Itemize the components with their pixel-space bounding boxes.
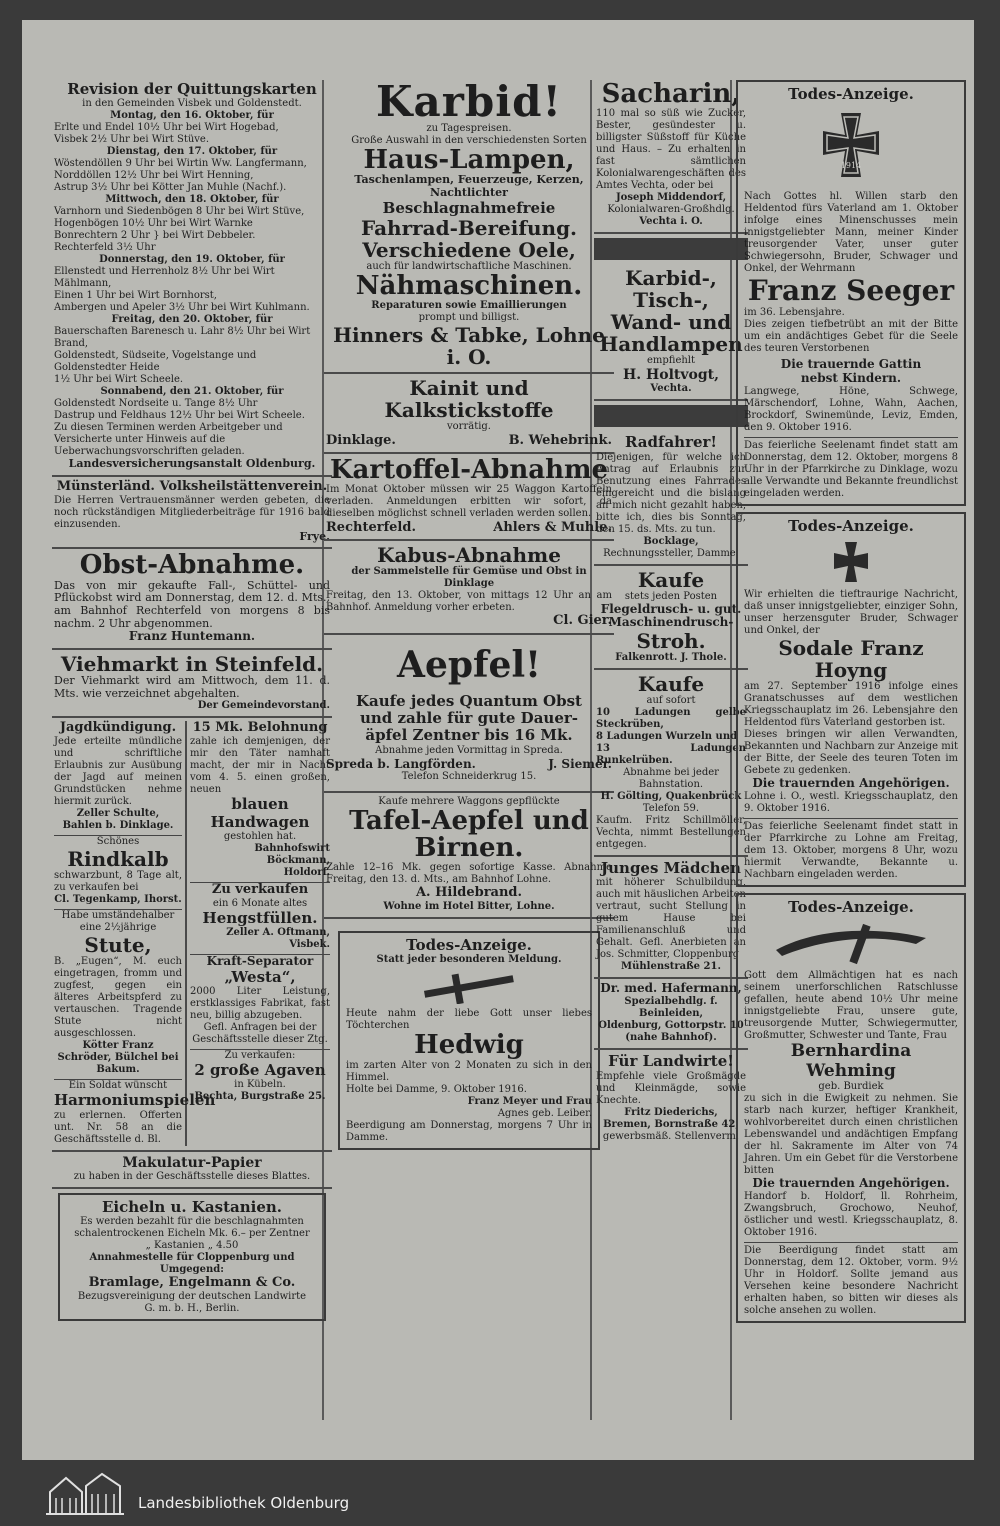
ad-title: Tafel-Aepfel und Birnen. bbox=[349, 805, 589, 863]
ad-line: Flegeldrusch- u. gut. bbox=[600, 601, 742, 616]
ad-pre: Schönes bbox=[54, 835, 182, 848]
ad-text: Freitag, den 13. Oktober, von mittags 12 Uhr an am Bahnhof. Anmeldung vorher erbeten. bbox=[326, 590, 612, 614]
ad-place: Langwege, Höne, Schwege, Märschendorf, Lohne, Wahn, Aachen, Brockdorf, Swinemünde, Leviz, Emden, den 9. Oktober 1916. bbox=[744, 386, 958, 434]
ad-belohnung bbox=[187, 721, 330, 1145]
ad-lampen bbox=[594, 264, 748, 401]
ad-address: Bremen, Bornstraße 42, bbox=[603, 1118, 739, 1130]
ad-subtitle: in den Gemeinden Visbek und Goldenstedt. bbox=[82, 98, 302, 110]
ad-signature: Zeller Schulte, bbox=[76, 808, 160, 820]
ad-sub: auch für landwirtschaftliche Maschinen. bbox=[366, 260, 572, 272]
ad-place: Rechterfeld. bbox=[326, 520, 416, 536]
ad-viehmarkt bbox=[52, 650, 332, 718]
ad-title: Viehmarkt in Steinfeld. bbox=[60, 652, 324, 677]
ad-text: mit höherer Schulbildung, auch mit häuslichen Arbeiten vertraut, sucht Stellung in gutem Hause bei Familienanschluß und Gehalt. Gefl. Anerbieten an Jos. Schmitter, Cloppenburg bbox=[596, 877, 746, 961]
ad-title: Kainit und Kalkstickstoffe bbox=[384, 376, 554, 423]
ad-kainit bbox=[324, 374, 614, 454]
ad-footer bbox=[326, 757, 612, 771]
ad-name: Hedwig bbox=[414, 1030, 524, 1061]
ad-signature: Visbek. bbox=[289, 939, 330, 951]
ad-row bbox=[52, 718, 332, 1151]
ad-text: im zarten Alter von 2 Monaten zu sich in den Himmel. bbox=[346, 1059, 592, 1083]
ad-big: Fahrrad-Bereifung. bbox=[360, 215, 578, 240]
ad-line: Abnahme bei jeder Bahnstation. bbox=[623, 767, 719, 791]
ad-title: Kaufe bbox=[637, 672, 705, 697]
ad-title: Kartoffel-Abnahme bbox=[329, 455, 609, 486]
ad-line: Annahmestelle für Cloppenburg und Umgegend: bbox=[89, 1251, 295, 1275]
ad-title: Karbid! bbox=[376, 78, 562, 126]
ad-title: Revision der Quittungskarten bbox=[67, 80, 317, 98]
ad-maedchen bbox=[594, 857, 748, 979]
ad-line: äpfel Zentner bis 16 Mk. bbox=[365, 726, 573, 745]
ad-text: Dieses bringen wir allen Verwandten, Bekannten und Nachbarn zur Anzeige mit der Bitte, der Seele des teuren Toten im Gebete zu gedenken. bbox=[744, 729, 958, 777]
ad-big: Verschiedene Oele, bbox=[362, 237, 576, 262]
schedule-line: Norddöllen 12½ Uhr bei Wirt Henning, bbox=[54, 170, 254, 182]
ad-signature: Franz Meyer und Frau bbox=[467, 1095, 592, 1107]
ad-line: Reparaturen sowie Emaillierungen bbox=[371, 300, 567, 312]
ad-signature: Agnes geb. Leiber. bbox=[497, 1107, 592, 1119]
ad-text: 2000 Liter Leistung, erstklassiges Fabrikat, fast neu, billig abzugeben. bbox=[190, 986, 330, 1022]
ad-phone: Telefon 59. bbox=[642, 803, 700, 815]
iron-cross-icon bbox=[813, 107, 889, 187]
column-1 bbox=[52, 78, 332, 1325]
schedule-line: Rechterfeld 3½ Uhr bbox=[54, 242, 156, 254]
black-bar bbox=[594, 405, 748, 427]
ad-address: Mühlenstraße 21. bbox=[621, 961, 721, 973]
ad-kabus bbox=[324, 541, 614, 635]
ad-revision bbox=[52, 78, 332, 477]
obituary-hoyng bbox=[736, 512, 966, 887]
ad-line: „ Kastanien „ 4.50 bbox=[145, 1239, 239, 1251]
ad-landwirte bbox=[594, 1050, 748, 1146]
ad-jagd bbox=[54, 720, 216, 1145]
ad-sub: vorrätig. bbox=[447, 421, 491, 433]
ad-text: Diejenigen, für welche ich Antrag auf Erlaubnis zur Benutzung eines Fahrrades eingereicht und die bislang an mich nicht gezahlt haben, bitte ich, dies bis Sonntag, den 15. ds. Mts. zu tun. bbox=[596, 451, 746, 535]
ad-kaufe-stroh bbox=[594, 566, 748, 671]
schedule-line: Visbek 2½ Uhr bei Wirt Stüve. bbox=[54, 134, 210, 146]
ad-line: Maschinendrusch- bbox=[608, 615, 734, 630]
ad-age: im 36. Lebensjahre. bbox=[744, 307, 845, 319]
ad-signature: Die trauernden Angehörigen. bbox=[752, 776, 950, 791]
ad-title: 2 große Agaven bbox=[194, 1061, 326, 1080]
schedule-line: Varnhorn und Siedenbögen 8 Uhr bei Wirt Stüve, bbox=[54, 206, 305, 218]
ad-text: zu erlernen. Offerten unt. Nr. 58 an die Geschäftsstelle d. Bl. bbox=[54, 1109, 182, 1145]
schedule-line: Sonnabend, den 21. Oktober, für bbox=[100, 386, 284, 398]
ad-signature: H. Gölting, Quakenbrück bbox=[600, 791, 742, 803]
ad-line: 10 Ladungen gelbe Steckrüben, bbox=[596, 707, 746, 731]
ad-big: Hengstfüllen. bbox=[202, 908, 318, 927]
ad-signature: Bocklage, bbox=[643, 535, 699, 547]
ad-line: Kaufe jedes Quantum Obst bbox=[355, 691, 582, 710]
ad-line: Taschenlampen, Feuerzeuge, Kerzen, Nachtlichter bbox=[354, 173, 584, 199]
ad-text: Empfehle viele Großmägde und Kleinmägde, sowie Knechte. bbox=[596, 1070, 746, 1106]
ad-text: schwarzbunt, 8 Tage alt, zu verkaufen bei bbox=[54, 870, 182, 894]
ad-pre: Zu verkaufen: bbox=[190, 1049, 330, 1062]
ad-place: Lohne i. O., westl. Kriegsschauplatz, den 9. Oktober 1916. bbox=[744, 791, 958, 815]
ad-burial: Das feierliche Seelenamt findet statt in der Pfarrkirche zu Lohne am Freitag, dem 13. Oktober, morgens 8 Uhr, wozu hiermit Verwandte, Bekannte u. Nachbarn eingeladen werden. bbox=[744, 818, 958, 881]
schedule-line: Dastrup und Feldhaus 12½ Uhr bei Wirt Scheele. bbox=[54, 410, 305, 422]
ad-big: Bramlage, Engelmann & Co. bbox=[88, 1274, 296, 1290]
ad-signature: Kötter Franz Schröder, Bülchel bei Bakum. bbox=[57, 1040, 179, 1076]
ad-eicheln bbox=[58, 1193, 326, 1321]
ad-place: Spreda b. Langförden. bbox=[326, 756, 476, 771]
ad-signature: Falkenrott. J. Thole. bbox=[615, 652, 727, 664]
cross-palm-icon bbox=[766, 920, 936, 966]
ad-text: der Sammelstelle für Gemüse und Obst in Dinklage bbox=[351, 566, 587, 590]
schedule-line: Astrup 3½ Uhr bei Kötter Jan Muhle (Nachf.). bbox=[54, 182, 287, 194]
ad-title: Sacharin, bbox=[601, 79, 741, 109]
ad-kartoffel bbox=[324, 454, 614, 541]
ad-footer bbox=[326, 433, 612, 448]
ad-text: Dies zeigen tiefbetrübt an mit der Bitte um ein andächtiges Gebet für die Seele des teuren Verstorbenen bbox=[744, 319, 958, 355]
ad-firm: Hinners & Tabke, Lohne i. O. bbox=[333, 323, 605, 370]
ad-firm: Ahlers & Muhle. bbox=[493, 520, 612, 536]
ad-title: Todes-Anzeige. bbox=[788, 898, 914, 917]
ad-text: zu sich in die Ewigkeit zu nehmen. Sie starb nach kurzer, heftiger Krankheit, wohlvorbereitet durch einen christlichen Lebenswandel und andächtigen Empfang der hl. Sakramente im Alter von 74 Jahren. Um ein Gebet für die Verstorbene bitten bbox=[744, 1093, 958, 1177]
schedule-line: Hogenbögen 10½ Uhr bei Wirt Warnke bbox=[54, 218, 253, 230]
iron-cross-icon bbox=[829, 539, 873, 585]
ad-title: Kaufe bbox=[637, 567, 705, 592]
ad-line: Stroh. bbox=[636, 629, 706, 654]
ad-verein bbox=[52, 477, 332, 550]
ad-title: Todes-Anzeige. bbox=[788, 85, 914, 103]
ad-line: Es werden bezahlt für die beschlagnahmten bbox=[80, 1215, 304, 1227]
ad-signature: nebst Kindern. bbox=[800, 371, 902, 386]
ad-text: zahle ich demjenigen, der mir den Täter namhaft macht, der mir in Nacht vom 4. 5. einen großen, neuen bbox=[190, 736, 330, 796]
ad-text: B. „Eugen“, M. euch eingetragen, fromm und zugfest, gegen ein älteres Arbeitspferd zu vertauschen. Tragende Stute nicht ausgeschlossen. bbox=[54, 956, 182, 1040]
ad-makulatur bbox=[52, 1152, 332, 1189]
ad-line: Große Auswahl in den verschiedensten Sorten bbox=[351, 135, 587, 146]
schedule-line: Donnerstag, den 19. Oktober, für bbox=[99, 254, 285, 266]
ad-karbid bbox=[324, 78, 614, 374]
ad-place: Handorf b. Holdorf, ll. Rohrheim, Zwangsbruch, Grochowo, Neuhof, östlicher und westl. Kriegsschauplatz, 8. Oktober 1916. bbox=[744, 1191, 958, 1239]
schedule-line: Mittwoch, den 18. Oktober, für bbox=[105, 194, 279, 206]
ad-line: Bezugsvereinigung der deutschen Landwirte bbox=[77, 1290, 307, 1302]
ad-line: schalentrockenen Eicheln Mk. 6.– per Zentner bbox=[74, 1227, 310, 1239]
ad-signature: Bahnhofswirt Böckmann, bbox=[254, 842, 330, 866]
ad-signature: Landesversicherungsanstalt Oldenburg. bbox=[68, 457, 316, 471]
schedule-line: 1½ Uhr bei Wirt Scheele. bbox=[54, 374, 184, 386]
ad-line: und zahle für gute Dauer- bbox=[359, 709, 578, 727]
ad-big: blauen Handwagen bbox=[210, 795, 310, 831]
ad-place: Dinklage. bbox=[326, 433, 396, 449]
ad-signature: Franz Huntemann. bbox=[128, 629, 256, 644]
ad-todes-hedwig bbox=[338, 931, 600, 1150]
ad-signature: Cl. Tegenkamp, Ihorst. bbox=[54, 894, 182, 906]
ad-text: 110 mal so süß wie Zucker, Bester, gesündester u. billigster Süßstoff für Küche und Haus. – Zu erhalten in fast sämtlichen Kolonialwarengeschäften des Amtes Vechta, oder bei bbox=[596, 108, 746, 192]
ad-text: Das von mir gekaufte Fall-, Schüttel- und Pflückobst wird am Donnerstag, dem 12. d. Mts., am Bahnhof Rechterfeld von morgens 8 bis nachm. 2 Uhr abgenommen. bbox=[54, 578, 330, 630]
newspaper-page bbox=[22, 20, 974, 1460]
ad-title: Kabus-Abnahme bbox=[377, 543, 561, 568]
schedule-line: Wöstendöllen 9 Uhr bei Wirtin Ww. Langfermann, bbox=[54, 158, 307, 170]
ad-sub: zu Tagespreisen. bbox=[426, 123, 512, 134]
ad-footer bbox=[326, 520, 612, 535]
ad-born: geb. Burdiek bbox=[818, 1081, 884, 1093]
ad-name: Franz Seeger bbox=[747, 274, 955, 308]
column-4 bbox=[734, 78, 966, 1329]
ad-address: Wohne im Hotel Bitter, Lohne. bbox=[383, 901, 555, 913]
ad-signature: A. Hildebrand. bbox=[415, 885, 523, 901]
obituary-seeger bbox=[736, 80, 966, 506]
ad-firm: Joseph Middendorf, bbox=[615, 192, 727, 204]
library-logo-icon bbox=[44, 1472, 126, 1516]
ad-line: (nahe Bahnhof). bbox=[625, 1032, 717, 1044]
ad-title: Aepfel! bbox=[397, 644, 541, 687]
ad-text: Nach Gottes hl. Willen starb den Heldentod fürs Vaterland am 1. Oktober infolge eines Minenschusses mein innigstgeliebter Mann, meiner Kinder treusorgender Vater, unser guter Schwiegersohn, Bruder, Schwager und Onkel, der Wehrmann bbox=[744, 191, 958, 275]
ad-line: 13 Ladungen Runkelrüben. bbox=[596, 743, 746, 767]
ad-title: Radfahrer! bbox=[624, 433, 718, 452]
ad-title: Stute, bbox=[84, 933, 152, 958]
ad-obst bbox=[52, 549, 332, 650]
ad-tafel bbox=[324, 793, 614, 920]
ad-phone: Telefon Schneiderkrug 15. bbox=[401, 770, 537, 782]
schedule-line: Montag, den 16. Oktober, für bbox=[110, 110, 274, 122]
ad-text: Die Herren Vertrauensmänner werden gebeten, die noch rückständigen Mitgliederbeiträge für 1916 bald einzusenden. bbox=[54, 494, 330, 530]
schedule-line: Einen 1 Uhr bei Wirt Bornhorst, bbox=[54, 290, 217, 302]
ad-line: Handlampen bbox=[599, 332, 743, 357]
ad-line: Abnahme jeden Vormittag in Spreda. bbox=[375, 744, 563, 756]
ad-name: „Westa“, bbox=[224, 967, 296, 986]
ad-signature: Frye. bbox=[299, 529, 330, 543]
ad-text: Heute nahm der liebe Gott unser liebes Töchterchen bbox=[346, 1008, 592, 1032]
ad-title: Junges Mädchen bbox=[601, 859, 741, 878]
ad-big: Nähmaschinen. bbox=[355, 270, 583, 301]
ad-sacharin bbox=[594, 78, 748, 234]
ad-name: Sodale Franz Hoyng bbox=[778, 636, 924, 683]
ad-title: Münsterländ. Volksheilstättenverein. bbox=[56, 478, 328, 494]
ad-pre: Ein Soldat wünscht bbox=[54, 1079, 182, 1092]
ad-line: prompt und billigst. bbox=[418, 312, 520, 324]
ad-line: 8 Ladungen Wurzeln und bbox=[596, 731, 738, 743]
ad-text: gestohlen hat. bbox=[223, 830, 297, 842]
ad-title: Makulatur-Papier bbox=[122, 1154, 262, 1171]
ad-firm: B. Wehebrink. bbox=[508, 433, 612, 449]
ad-pre: Kaufe mehrere Waggons gepflückte bbox=[378, 795, 560, 807]
schedule-line: Bonrechtern 2 Uhr } bei Wirt Debbeler. bbox=[54, 230, 256, 242]
ad-text: am 27. September 1916 infolge eines Granatschusses auf dem westlichen Kriegsschauplatz im 26. Lebensjahre den Heldentod fürs Vaterland gestorben ist. bbox=[744, 681, 958, 729]
obituary-wehming bbox=[736, 893, 966, 1323]
ad-signature: Cl. Gier. bbox=[553, 613, 612, 629]
ad-line: G. m. b. H., Berlin. bbox=[144, 1302, 240, 1314]
ad-line: Beschlagnahmefreie bbox=[382, 198, 556, 217]
cross-icon bbox=[414, 970, 524, 1004]
ad-line: Spezialbehdlg. f. Beinleiden, bbox=[624, 996, 718, 1020]
ad-firm: Kolonialwaren-Großhdlg. bbox=[607, 204, 735, 216]
ad-sub: stets jeden Posten bbox=[624, 590, 718, 602]
ad-signature: Zeller A. Oftmann, bbox=[226, 927, 330, 939]
ad-title: Dr. med. Hafermann, bbox=[600, 981, 742, 996]
column-2 bbox=[324, 78, 614, 1162]
ad-text: Jede erteilte mündliche und schriftliche Erlaubnis zur Ausübung der Jagd auf meinen Grundstücken nehme hiermit zurück. bbox=[54, 736, 182, 808]
ad-text: Im Monat Oktober müssen wir 25 Waggon Kartoffeln verladen. Anmeldungen erbitten wir sofort, da dieselben möglichst schnell verladen werden sollen. bbox=[326, 484, 612, 520]
ad-title: Harmoniumspielen bbox=[54, 1091, 216, 1110]
ad-place: Vechta. bbox=[650, 383, 692, 395]
ad-title: Zu verkaufen bbox=[190, 882, 330, 898]
schedule-line: Goldenstedt Nordseite u. Tange 8½ Uhr bbox=[54, 398, 258, 410]
cross-year: 1914 bbox=[840, 161, 862, 171]
schedule-line: Zu diesen Terminen werden Arbeitgeber und Versicherte unter Hinweis auf die Ueberwachungsvorschriften geladen. bbox=[54, 422, 283, 458]
schedule-line: Ambergen und Apeler 3½ Uhr bei Wirt Kuhlmann. bbox=[54, 302, 310, 314]
ad-title: Rindkalb bbox=[67, 847, 169, 872]
ad-signature: Fritz Diederichs, bbox=[624, 1106, 718, 1118]
ad-signature: Bechta, Burgstraße 25. bbox=[194, 1091, 326, 1103]
ad-name: Bernhardina Wehming bbox=[790, 1041, 912, 1081]
ad-signature: Rechnungssteller, Damme. bbox=[603, 547, 739, 559]
ad-text: ein 6 Monate altes bbox=[212, 897, 308, 909]
ad-place: Vechta i. O. bbox=[639, 216, 703, 228]
ad-text: Der Viehmarkt wird am Mittwoch, dem 11. d. Mts. wie verzeichnet abgehalten. bbox=[54, 674, 330, 700]
footer-bar bbox=[0, 1466, 1000, 1526]
ad-sub: empfiehlt bbox=[646, 355, 696, 367]
column-3 bbox=[594, 78, 748, 1147]
ad-address: gewerbsmäß. Stellenverm. bbox=[602, 1130, 740, 1142]
ad-sub: Gefl. Anfragen bei der Geschäftsstelle dieser Ztg. bbox=[192, 1022, 328, 1046]
ad-line: Oldenburg, Gottorpstr. 10 bbox=[598, 1020, 744, 1032]
schedule-line: Ellenstedt und Herrenholz 8½ Uhr bei Wirt Mählmann, bbox=[54, 266, 275, 290]
ad-title: Obst-Abnahme. bbox=[79, 550, 305, 581]
ad-doktor bbox=[594, 979, 748, 1050]
ad-firm: J. Siemer. bbox=[548, 756, 612, 771]
ad-title: Todes-Anzeige. bbox=[406, 936, 532, 955]
ad-signature: Bahlen b. Dinklage. bbox=[62, 820, 174, 832]
schedule-line: Dienstag, den 17. Oktober, für bbox=[106, 146, 278, 158]
ad-burial: Das feierliche Seelenamt findet statt am Donnerstag, dem 12. Oktober, morgens 8 Uhr in der Pfarrkirche zu Dinklage, wozu alle Verwandte und Bekannte freundlichst eingeladen werden. bbox=[744, 437, 958, 500]
ad-text: in Kübeln. bbox=[234, 1079, 286, 1091]
ad-text: Kaufm. Fritz Schillmöller, Vechta, nimmt Bestellungen entgegen. bbox=[596, 815, 746, 851]
ad-title: Eicheln u. Kastanien. bbox=[101, 1197, 282, 1216]
ad-text: Zahle 12–16 Mk. gegen sofortige Kasse. Abnahme Freitag, den 13. d. Mts., am Bahnhof Lohne. bbox=[326, 862, 612, 886]
ad-firm: H. Holtvogt, bbox=[623, 367, 719, 384]
schedule-line: Goldenstedt, Südseite, Vogelstange und Goldenstedter Heide bbox=[54, 350, 257, 374]
ad-signature: Die trauernden Angehörigen. bbox=[752, 1176, 950, 1191]
ad-title: Für Landwirte! bbox=[608, 1052, 734, 1071]
ad-line: Wand- und bbox=[610, 310, 732, 335]
ad-place: Holte bei Damme, 9. Oktober 1916. bbox=[346, 1083, 527, 1095]
schedule-line: Bauerschaften Barenesch u. Lahr 8½ Uhr bei Wirt Brand, bbox=[54, 326, 311, 350]
ad-burial: Beerdigung am Donnerstag, morgens 7 Uhr in Damme. bbox=[346, 1119, 592, 1143]
ad-aepfel bbox=[324, 635, 614, 792]
ad-kaufe-rueben bbox=[594, 670, 748, 857]
ad-sub: Statt jeder besonderen Meldung. bbox=[376, 954, 562, 966]
library-name: Landesbibliothek Oldenburg bbox=[138, 1494, 350, 1512]
ad-text: Wir erhielten die tieftraurige Nachricht, daß unser innigstgeliebter, einziger Sohn, unser herzensguter Bruder, Schwager und Onkel, der bbox=[744, 589, 958, 637]
ad-title: Todes-Anzeige. bbox=[788, 517, 914, 536]
ad-line: Tisch-, bbox=[633, 288, 709, 313]
ad-burial: Die Beerdigung findet statt am Donnerstag, dem 12. Oktober, vorm. 9½ Uhr in Holdorf. Sollte jemand aus Versehen keine besondere Nachricht erhalten haben, so bitten wir dieses als solche ansehen zu wollen. bbox=[744, 1242, 958, 1317]
ad-signature: Der Gemeindevorstand. bbox=[197, 700, 330, 712]
schedule-line: Freitag, den 20. Oktober, für bbox=[111, 314, 273, 326]
ad-signature: Die trauernde Gattin bbox=[780, 357, 922, 372]
ad-title: Kraft-Separator bbox=[190, 954, 330, 969]
ad-radfahrer bbox=[594, 431, 748, 565]
black-bar bbox=[594, 238, 748, 260]
ad-big: Haus-Lampen, bbox=[363, 145, 575, 175]
ad-pre: Habe umständehalber eine 2½jährige bbox=[54, 909, 182, 934]
schedule-line: Erlte und Endel 10½ Uhr bei Wirt Hogebad, bbox=[54, 122, 279, 134]
ad-signature: Holdorf. bbox=[283, 866, 330, 878]
ad-text: zu haben in der Geschäftsstelle dieses Blattes. bbox=[73, 1170, 311, 1182]
ad-title: 15 Mk. Belohnung bbox=[192, 720, 328, 736]
ad-title: Jagdkündigung. bbox=[59, 720, 177, 736]
ad-line: Karbid-, bbox=[625, 266, 717, 291]
ad-sub: auf sofort bbox=[646, 695, 696, 707]
ad-lines bbox=[54, 110, 330, 458]
ad-text: Gott dem Allmächtigen hat es nach seinem unerforschlichen Ratschlusse gefallen, heute abend 10½ Uhr meine innigstgeliebte Frau, unsere gute, treusorgende Mutter, Schwiegermutter, Großmutter, Schwester und Tante, Frau bbox=[744, 970, 958, 1042]
